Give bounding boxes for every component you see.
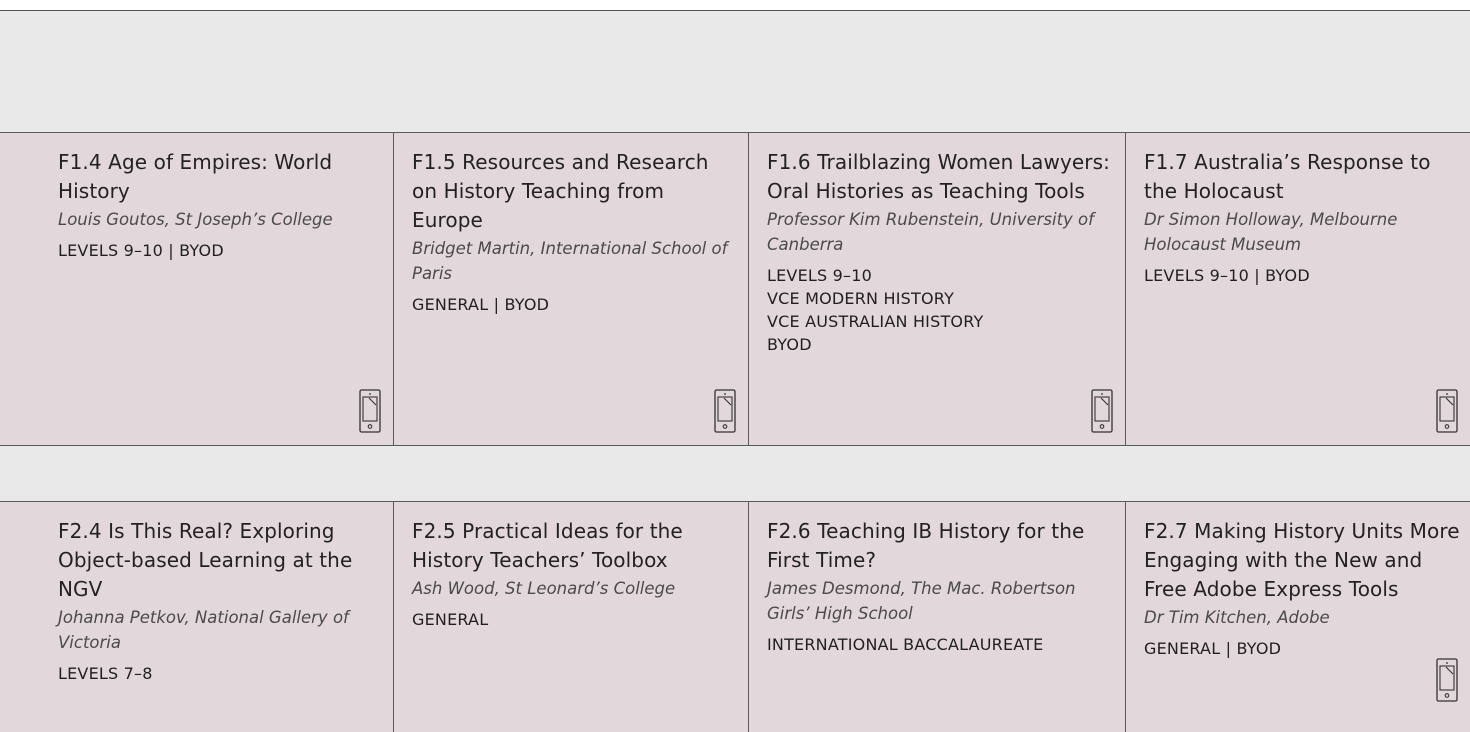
session-presenter: Dr Simon Holloway, Melbourne Holocaust Museum — [1144, 210, 1398, 254]
session-title: F2.7 Making History Units More Engaging with the New and Free Adobe Express Tools — [1144, 519, 1460, 601]
session-card-f2-4[interactable] — [0, 502, 394, 732]
subheader-band — [0, 69, 1470, 132]
session-presenter: James Desmond, The Mac. Robertson Girls’ High School — [767, 579, 1076, 623]
session-levels: LEVELS 9–10 | BYOD — [58, 241, 224, 260]
session-card-f2-5[interactable] — [394, 502, 749, 732]
session-levels: LEVELS 9–10 VCE MODERN HISTORY VCE AUSTRALIAN HISTORY BYOD — [767, 266, 984, 354]
session-presenter: Dr Tim Kitchen, Adobe — [1144, 608, 1330, 627]
session-presenter: Louis Goutos, St Joseph’s College — [58, 210, 333, 229]
session-presenter: Bridget Martin, International School of Paris — [412, 239, 728, 283]
session-title: F1.6 Trailblazing Women Lawyers: Oral Histories as Teaching Tools — [767, 150, 1110, 203]
session-levels: LEVELS 7–8 — [58, 664, 153, 683]
tablet-device-icon — [714, 389, 736, 433]
header-band — [0, 10, 1470, 70]
session-levels: GENERAL | BYOD — [1144, 639, 1282, 658]
tablet-device-icon — [1436, 658, 1458, 702]
session-title: F1.4 Age of Empires: World History — [58, 150, 333, 203]
session-presenter: Professor Kim Rubenstein, University of Canberra — [767, 210, 1094, 254]
session-row-f2 — [0, 501, 1470, 732]
session-card-f1-6[interactable] — [749, 133, 1126, 445]
session-title: F2.6 Teaching IB History for the First Time? — [767, 519, 1085, 572]
separator-band — [0, 446, 1470, 501]
session-levels: LEVELS 9–10 | BYOD — [1144, 266, 1310, 285]
session-levels: INTERNATIONAL BACCALAUREATE — [767, 635, 1044, 654]
session-card-f2-6[interactable] — [749, 502, 1126, 732]
tablet-device-icon — [359, 389, 381, 433]
session-row-f1 — [0, 132, 1470, 446]
session-presenter: Johanna Petkov, National Gallery of Victoria — [58, 608, 349, 652]
session-title: F2.5 Practical Ideas for the History Teachers’ Toolbox — [412, 519, 683, 572]
session-levels: GENERAL | BYOD — [412, 295, 550, 314]
tablet-device-icon — [1091, 389, 1113, 433]
session-title: F2.4 Is This Real? Exploring Object-based Learning at the NGV — [58, 519, 353, 601]
session-card-f1-7[interactable] — [1126, 133, 1470, 445]
session-presenter: Ash Wood, St Leonard’s College — [412, 579, 676, 598]
session-card-f2-7[interactable] — [1126, 502, 1470, 732]
session-levels: GENERAL — [412, 610, 489, 629]
session-card-f1-5[interactable] — [394, 133, 749, 445]
session-title: F1.5 Resources and Research on History Teaching from Europe — [412, 150, 709, 232]
session-card-f1-4[interactable] — [0, 133, 394, 445]
session-title: F1.7 Australia’s Response to the Holocaust — [1144, 150, 1431, 203]
tablet-device-icon — [1436, 389, 1458, 433]
